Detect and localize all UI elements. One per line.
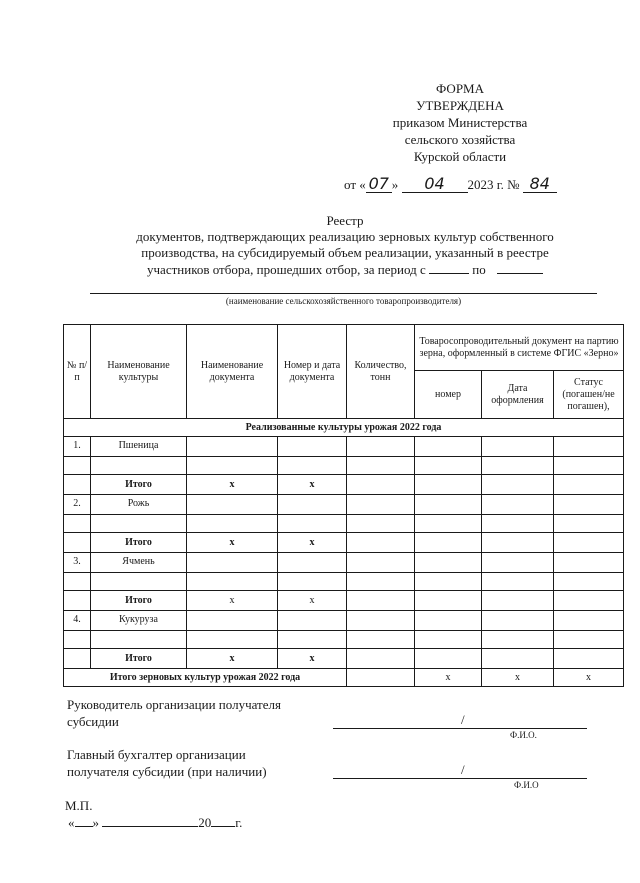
date-year-suffix: г. <box>235 815 243 830</box>
table-row <box>64 573 624 591</box>
head-fio-caption: Ф.И.О. <box>510 730 537 740</box>
header-num: № п/п <box>64 325 91 419</box>
crop-total-label: Итого <box>91 649 187 669</box>
period-from-label: участников отбора, прошедших отбор, за период с <box>147 262 426 277</box>
header-fgis: Товаросопроводительный документ на партию зерна, оформленный в системе ФГИС «Зерно» <box>415 325 624 371</box>
crop-total-x2: х <box>278 591 347 611</box>
head-slash: / <box>461 712 465 727</box>
crop-name: Кукуруза <box>91 611 187 631</box>
header-fgis-status: Статус (погашен/не погашен), <box>554 371 624 419</box>
period-to-label: по <box>472 262 486 277</box>
order-prefix: от « <box>344 177 366 192</box>
head-signature-label <box>67 696 281 730</box>
approval-line-5: Курской области <box>413 149 507 164</box>
header-doc-name: Наименование документа <box>187 325 278 419</box>
grand-total-label: Итого зерновых культур урожая 2022 года <box>64 669 347 687</box>
crop-total-label: Итого <box>91 475 187 495</box>
crop-num: 4. <box>64 611 91 631</box>
crop-total-x2: х <box>278 475 347 495</box>
crop-name: Ячмень <box>91 553 187 573</box>
seal-label: М.П. <box>65 798 93 813</box>
order-mid: » <box>391 177 399 192</box>
head-label-line-2: субсидии <box>67 714 119 729</box>
producer-name-line <box>90 293 597 294</box>
registry-table <box>63 324 624 687</box>
acc-label-line-2: получателя субсидии (при наличии) <box>67 764 267 779</box>
table-row <box>64 553 624 573</box>
crop-total-x1: х <box>187 591 278 611</box>
order-month: 04 <box>402 176 468 193</box>
sign-date-line <box>68 814 242 831</box>
registry-title: Реестр <box>326 213 364 228</box>
date-year-prefix: 20 <box>198 815 212 830</box>
table-row <box>64 533 624 553</box>
order-day: 07 <box>366 176 392 193</box>
order-number: 84 <box>523 176 557 193</box>
crop-total-x1: х <box>187 475 278 495</box>
form-title: ФОРМА <box>436 81 484 96</box>
table-row <box>64 457 624 475</box>
table-row <box>64 611 624 631</box>
date-close-quote: » <box>92 815 99 830</box>
header-fgis-num: номер <box>415 371 482 419</box>
grand-total-x2: х <box>482 669 554 687</box>
order-date-number <box>344 176 557 193</box>
header-doc-num-date: Номер и дата документа <box>278 325 347 419</box>
header-fgis-date: Дата оформления <box>482 371 554 419</box>
crop-total-x2: х <box>278 533 347 553</box>
date-month-blank <box>102 814 198 827</box>
crop-num: 2. <box>64 495 91 515</box>
crop-num: 1. <box>64 437 91 457</box>
head-signature-line <box>333 728 587 729</box>
producer-caption: (наименование сельскохозяйственного товаропроизводителя) <box>225 296 462 306</box>
crop-total-x1: х <box>187 533 278 553</box>
section-row: Реализованные культуры урожая 2022 года <box>64 419 624 437</box>
table-row <box>64 515 624 533</box>
order-year: 2023 г. № <box>467 177 520 192</box>
registry-line-1: документов, подтверждающих реализацию зерновых культур собственного <box>136 229 554 244</box>
grand-total-x1: х <box>415 669 482 687</box>
acc-fio-caption: Ф.И.О <box>514 780 539 790</box>
crop-name: Пшеница <box>91 437 187 457</box>
crop-total-label: Итого <box>91 533 187 553</box>
form-approval-header <box>340 80 580 165</box>
approval-line-3: приказом Министерства <box>392 115 528 130</box>
table-row <box>64 475 624 495</box>
table-row <box>64 631 624 649</box>
table-row <box>64 649 624 669</box>
header-crop: Наименование культуры <box>91 325 187 419</box>
crop-num: 3. <box>64 553 91 573</box>
crop-total-label: Итого <box>91 591 187 611</box>
crop-total-x1: х <box>187 649 278 669</box>
crop-name: Рожь <box>91 495 187 515</box>
approval-line-4: сельского хозяйства <box>404 132 516 147</box>
head-label-line-1: Руководитель организации получателя <box>67 697 281 712</box>
grand-total-x3: х <box>554 669 624 687</box>
header-qty: Количество, тонн <box>347 325 415 419</box>
table-row <box>64 591 624 611</box>
period-from-blank <box>429 261 469 274</box>
crop-total-x2: х <box>278 649 347 669</box>
period-to-blank <box>497 261 543 274</box>
date-open-quote: « <box>68 815 75 830</box>
acc-signature-line <box>333 778 587 779</box>
approved-label: УТВЕРЖДЕНА <box>416 98 504 113</box>
acc-slash: / <box>461 762 465 777</box>
accountant-signature-label <box>67 746 267 780</box>
date-year-blank <box>211 814 235 827</box>
registry-line-3 <box>100 261 590 278</box>
table-row <box>64 437 624 457</box>
date-day-blank <box>75 814 93 827</box>
registry-title-block <box>100 213 590 278</box>
grand-total-row <box>64 669 624 687</box>
acc-label-line-1: Главный бухгалтер организации <box>67 747 246 762</box>
registry-line-2: производства, на субсидируемый объем реализации, указанный в реестре <box>141 245 549 260</box>
table-row <box>64 495 624 515</box>
